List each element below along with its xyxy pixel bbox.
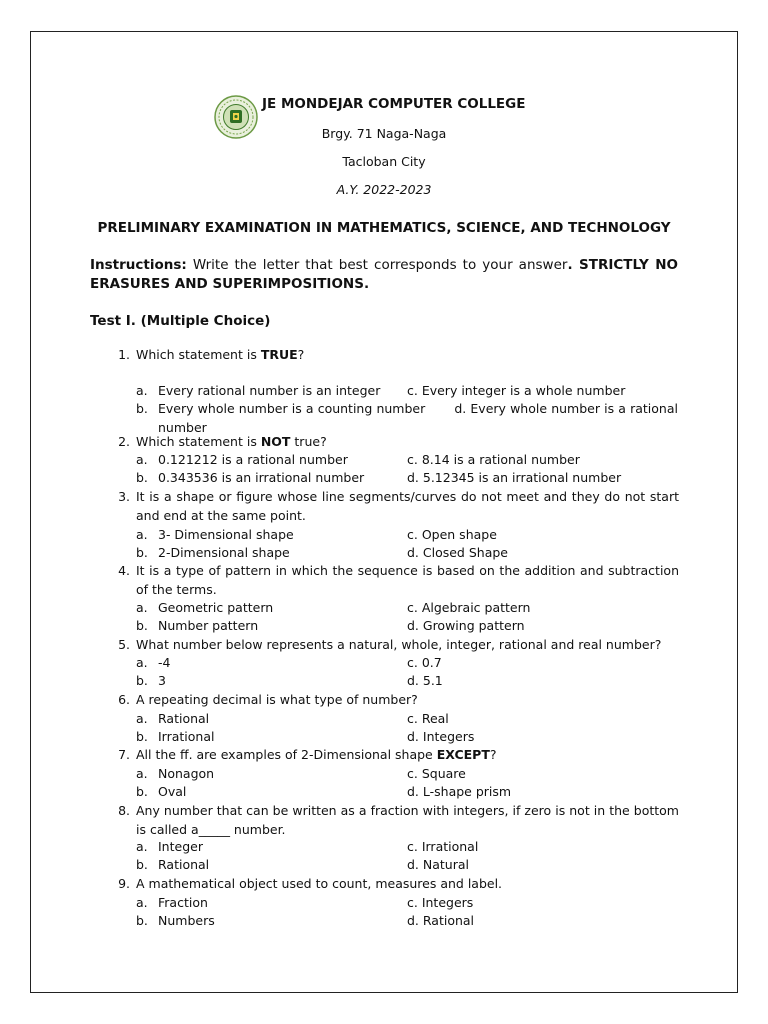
option-c: c. Every integer is a whole number — [407, 383, 626, 398]
question-number: 8. — [118, 803, 130, 818]
option-a: Geometric pattern — [158, 600, 274, 615]
option-letter: a. — [136, 895, 148, 910]
address-line-1: Brgy. 71 Naga-Naga — [321, 126, 447, 141]
option-a: Fraction — [158, 895, 208, 910]
option-b: Numbers — [158, 913, 215, 928]
option-c: c. Open shape — [407, 527, 497, 542]
exam-title: PRELIMINARY EXAMINATION IN MATHEMATICS, SCIENCE, AND TECHNOLOGY — [97, 220, 671, 236]
question-text: What number below represents a natural, whole, integer, rational and real number? — [136, 637, 662, 652]
option-c: c. Integers — [407, 895, 474, 910]
question-text: It is a type of pattern in which the sequence is based on the addition and subtraction of the terms. — [136, 563, 679, 597]
option-a: Nonagon — [158, 766, 215, 781]
question-text: Which statement is NOT true? — [136, 434, 327, 449]
option-b: Every whole number is a counting number — [158, 401, 426, 416]
option-letter: b. — [136, 618, 148, 633]
option-d: d. Rational — [407, 913, 475, 928]
question-number: 7. — [118, 747, 130, 762]
option-d: d. Growing pattern — [407, 618, 525, 633]
question-number: 2. — [118, 434, 130, 449]
option-c: c. Algebraic pattern — [407, 600, 531, 615]
address-line-2: Tacloban City — [342, 154, 426, 169]
question-text: Which statement is TRUE? — [136, 347, 305, 362]
college-name: JE MONDEJAR COMPUTER COLLEGE — [262, 96, 526, 112]
question-number: 3. — [118, 489, 130, 504]
option-d: d. Integers — [407, 729, 475, 744]
option-a: Integer — [158, 839, 203, 854]
instructions — [90, 256, 678, 294]
option-letter: b. — [136, 673, 148, 688]
option-letter: a. — [136, 655, 148, 670]
option-letter: b. — [136, 470, 148, 485]
option-letter: b. — [136, 401, 148, 416]
question-number: 6. — [118, 692, 130, 707]
question-text: A mathematical object used to count, measures and label. — [136, 876, 503, 891]
question-number: 5. — [118, 637, 130, 652]
option-letter: b. — [136, 545, 148, 560]
option-letter: a. — [136, 600, 148, 615]
option-c: c. 0.7 — [407, 655, 442, 670]
option-letter: a. — [136, 711, 148, 726]
option-b: Number pattern — [158, 618, 259, 633]
option-letter: b. — [136, 784, 148, 799]
instructions-text: Write the letter that best corresponds to your answer — [192, 257, 568, 273]
option-c: c. Irrational — [407, 839, 479, 854]
option-b: Rational — [158, 857, 210, 872]
option-letter: b. — [136, 729, 148, 744]
option-a: 0.121212 is a rational number — [158, 452, 348, 467]
option-letter: a. — [136, 527, 148, 542]
question-number: 1. — [118, 347, 130, 362]
option-a: Every rational number is an integer — [158, 383, 381, 398]
option-d: d. 5.12345 is an irrational number — [407, 470, 622, 485]
option-c: c. Real — [407, 711, 449, 726]
instructions-label: Instructions: — [90, 257, 187, 273]
option-d: d. Natural — [407, 857, 469, 872]
instructions-emphasis: . STRICTLY NO ERASURES AND SUPERIMPOSITIONS. — [90, 257, 679, 292]
option-a: -4 — [158, 655, 171, 670]
option-letter: b. — [136, 857, 148, 872]
option-c: c. 8.14 is a rational number — [407, 452, 580, 467]
question-text: A repeating decimal is what type of number? — [136, 692, 418, 707]
option-d: d. L-shape prism — [407, 784, 512, 799]
question-text: Any number that can be written as a fraction with integers, if zero is not in the bottom is called a_____ number. — [136, 803, 679, 837]
option-letter: a. — [136, 766, 148, 781]
option-letter: a. — [136, 452, 148, 467]
question-text: All the ff. are examples of 2-Dimensional shape EXCEPT? — [136, 747, 497, 762]
academic-year: A.Y. 2022-2023 — [336, 182, 432, 197]
test-heading: Test I. (Multiple Choice) — [90, 313, 271, 329]
option-letter: a. — [136, 839, 148, 854]
option-letter: a. — [136, 383, 148, 398]
option-b-d — [158, 400, 678, 437]
option-d: d. 5.1 — [407, 673, 443, 688]
question-number: 4. — [118, 563, 130, 578]
question-text: It is a shape or figure whose line segments/curves do not meet and they do not start and end at the same point. — [136, 489, 679, 523]
option-b: 3 — [158, 673, 166, 688]
option-b: 2-Dimensional shape — [158, 545, 290, 560]
option-b: Oval — [158, 784, 187, 799]
option-b: Irrational — [158, 729, 215, 744]
question-number: 9. — [118, 876, 130, 891]
option-c: c. Square — [407, 766, 466, 781]
option-d: d. Every whole number is a rational number — [158, 401, 678, 435]
option-letter: b. — [136, 913, 148, 928]
option-a: Rational — [158, 711, 210, 726]
option-b: 0.343536 is an irrational number — [158, 470, 365, 485]
option-a: 3- Dimensional shape — [158, 527, 294, 542]
option-d: d. Closed Shape — [407, 545, 508, 560]
